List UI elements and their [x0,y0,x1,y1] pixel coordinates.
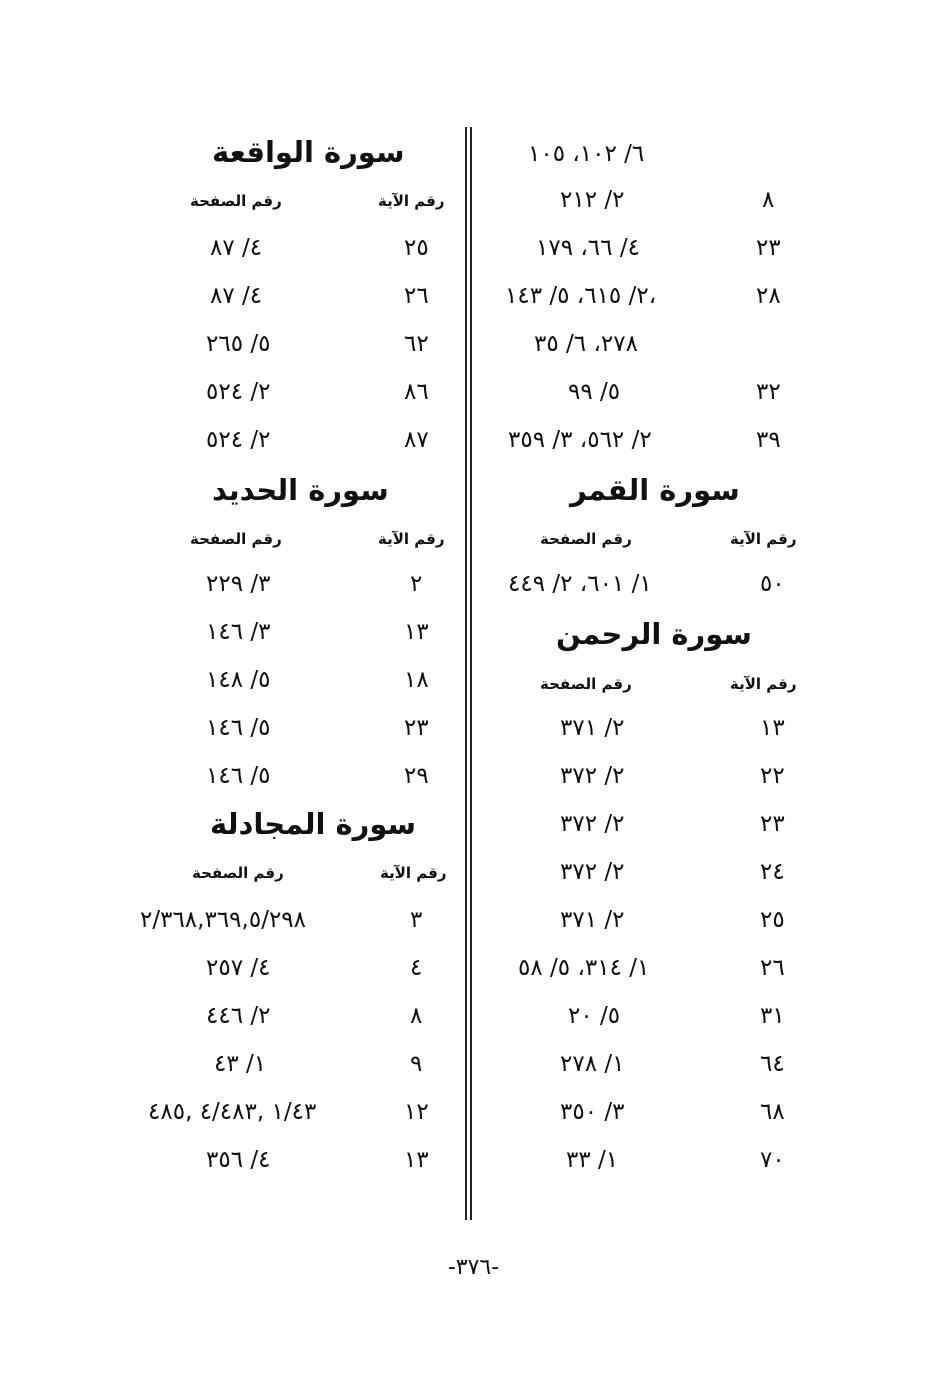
page-ref: ٦/ ١٠٢، ١٠٥ [528,141,645,167]
surah-title: سورة الواقعة [212,135,405,169]
aya-number: ٦٢ [404,331,429,357]
aya-number: ٢٣ [760,811,785,837]
page-ref: ٢/ ٣٧٢ [560,811,625,837]
page-ref: ٢/ ٥٢٤ [206,379,271,405]
aya-number: ٥٠ [760,571,785,597]
aya-number: ٢٦ [404,283,429,309]
aya-number: ٣١ [760,1003,785,1029]
page-ref: ٢/ ٣٧١ [560,715,625,741]
page-ref: ٥/ ١٤٨ [206,667,271,693]
aya-number: ٣٢ [756,379,781,405]
page-ref: ٥/ ٩٩ [568,379,621,405]
header-page: رقم الصفحة [190,530,282,548]
page-ref: ٣/ ١٤٦ [206,619,271,645]
aya-number: ٦٨ [760,1099,785,1125]
aya-number: ٧٠ [760,1147,785,1173]
aya-number: ٩ [410,1051,423,1077]
page-ref: ٣/ ٢٢٩ [206,571,271,597]
aya-number: ١٣ [760,715,785,741]
surah-title: سورة المجادلة [210,807,417,841]
aya-number: ٢٥ [404,235,429,261]
aya-number: ٣٩ [756,427,781,453]
page-ref: ٢/ ٣٧٢ [560,763,625,789]
page-ref: ٥/ ١٤٦ [206,715,271,741]
aya-number: ٨٦ [404,379,429,405]
page-ref: ٢/ ٣٧٢ [560,859,625,885]
page-ref: ٢/ ٥٦٢، ٣/ ٣٥٩ [508,427,652,453]
page-ref: ٤/ ٢٥٧ [206,955,271,981]
header-aya: رقم الآية [730,530,797,548]
page-ref: ١/ ٢٧٨ [560,1051,625,1077]
page-ref: ٢/ ٣٧١ [560,907,625,933]
aya-number: ٢٣ [756,235,781,261]
header-page: رقم الصفحة [540,675,632,693]
header-page: رقم الصفحة [192,864,284,882]
surah-title: سورة القمر [570,473,740,507]
page-ref: ٢/ ٢١٢ [560,187,625,213]
aya-number: ٢٩ [404,763,429,789]
header-page: رقم الصفحة [540,530,632,548]
page-ref: ٤/ ٨٧ [210,235,263,261]
page-ref: ٢/ ٦١٥، ٥/ ١٤٣، [505,283,657,309]
page-ref: ٢/٣٦٨,٣٦٩,٥/٢٩٨ [140,907,307,933]
aya-number: ٣ [410,907,423,933]
page-ref: ٥/ ١٤٦ [206,763,271,789]
page-ref: ٢/ ٥٢٤ [206,427,271,453]
page-ref: ٥/ ٢٦٥ [206,331,271,357]
aya-number: ٤ [410,955,423,981]
aya-number: ٢٨ [756,283,781,309]
surah-title: سورة الرحمن [556,617,752,651]
page-ref: ٣/ ٣٥٠ [560,1099,625,1125]
page-ref: ١/ ٣١٤، ٥/ ٥٨ [518,955,650,981]
header-aya: رقم الآية [730,675,797,693]
aya-number: ٢٤ [760,859,785,885]
header-aya: رقم الآية [378,530,445,548]
surah-title: سورة الحديد [212,473,389,507]
aya-number: ٢٢ [760,763,785,789]
aya-number: ١٢ [404,1099,429,1125]
header-aya: رقم الآية [378,192,445,210]
page-ref: ٤/ ٣٥٦ [206,1147,271,1173]
page-ref: ١/ ٦٠١، ٢/ ٤٤٩ [508,571,652,597]
page-ref: ٤/ ٨٧ [210,283,263,309]
page-ref: ٤/ ٦٦، ١٧٩ [536,235,640,261]
page-ref: ١/٤٣ ,٤/٤٨٣ ,٤٨٥ [148,1099,317,1125]
page-ref: ٥/ ٢٠ [568,1003,621,1029]
column-divider [465,127,472,1220]
aya-number: ٨ [762,187,775,213]
aya-number: ١٨ [404,667,429,693]
page-ref: ٢٧٨، ٦/ ٣٥ [534,331,638,357]
aya-number: ٦٤ [760,1051,785,1077]
aya-number: ٢٣ [404,715,429,741]
aya-number: ١٣ [404,1147,429,1173]
aya-number: ٨٧ [404,427,429,453]
page-number: -٣٧٦- [447,1255,500,1280]
page-ref: ١/ ٤٣ [214,1051,267,1077]
aya-number: ٢ [410,571,423,597]
aya-number: ٢٦ [760,955,785,981]
aya-number: ٢٥ [760,907,785,933]
aya-number: ٨ [410,1003,423,1029]
header-page: رقم الصفحة [190,192,282,210]
header-aya: رقم الآية [380,864,447,882]
aya-number: ١٣ [404,619,429,645]
page-ref: ١/ ٣٣ [566,1147,619,1173]
page-ref: ٢/ ٤٤٦ [206,1003,271,1029]
